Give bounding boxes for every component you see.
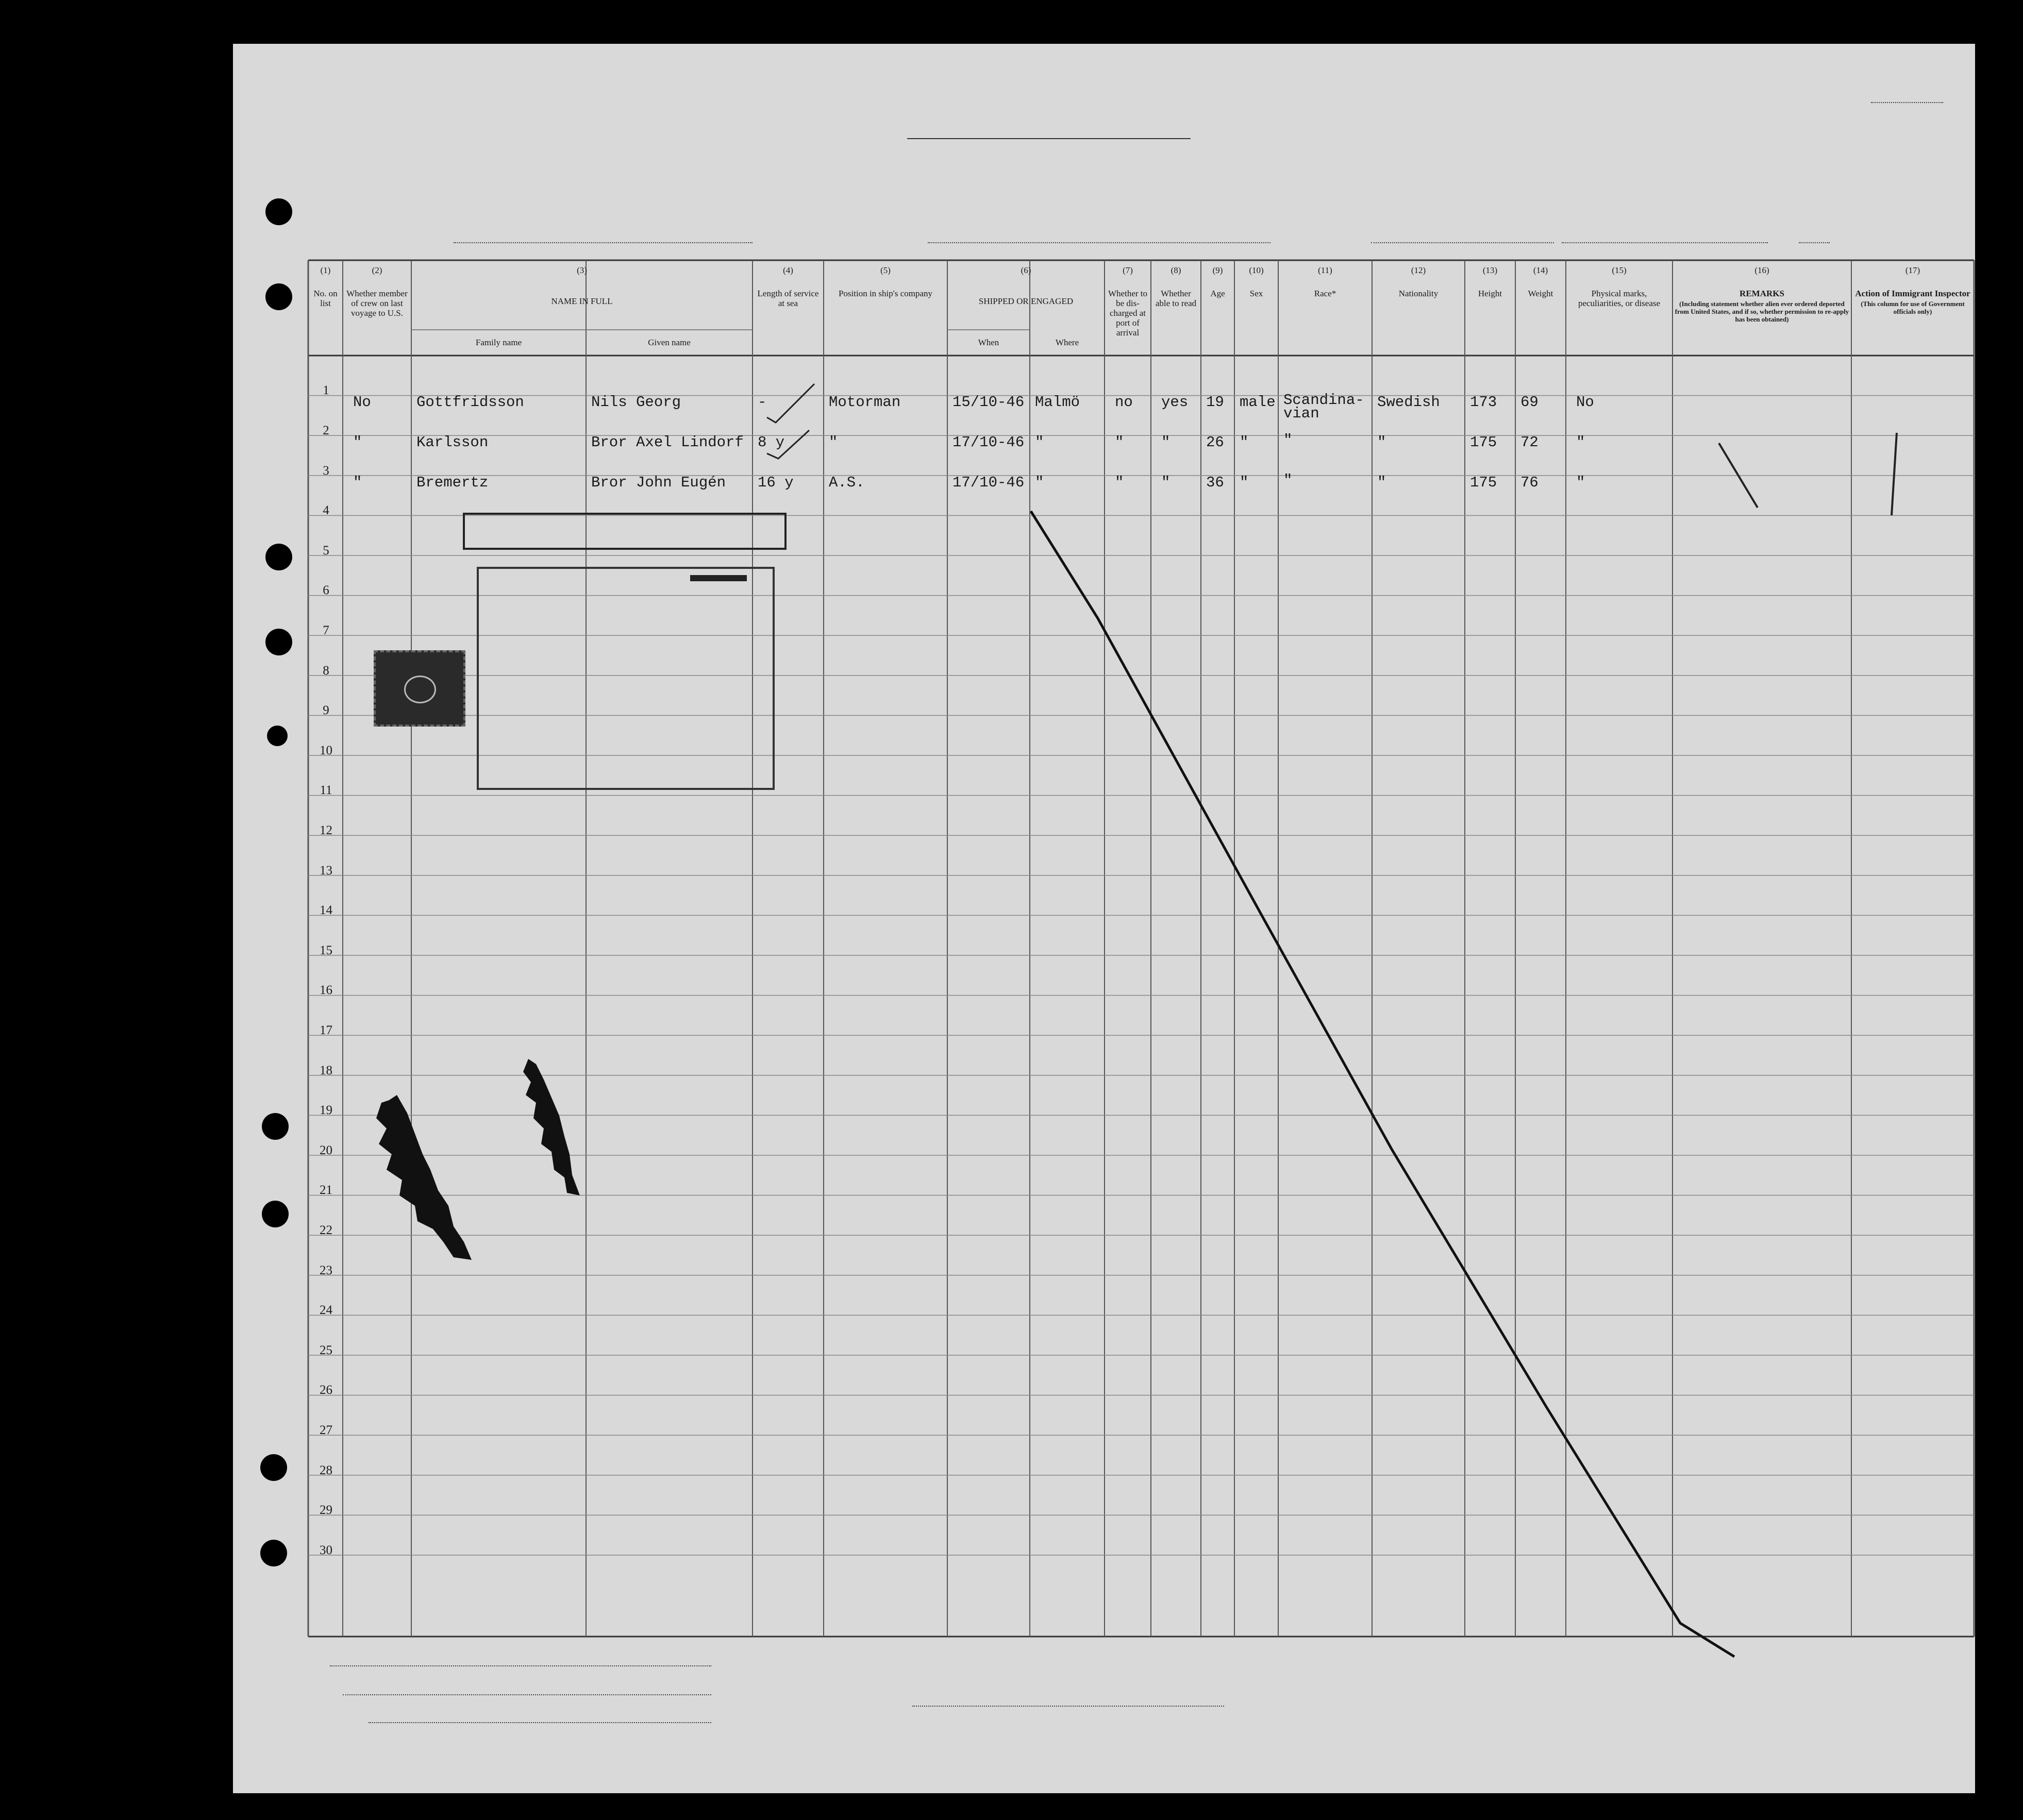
row-service: 16 y bbox=[758, 474, 794, 491]
row-height: 175 bbox=[1470, 474, 1497, 491]
column-header-label: Whether able to read bbox=[1155, 289, 1197, 308]
row-read: " bbox=[1161, 474, 1171, 491]
column-header-label: Age bbox=[1210, 289, 1225, 298]
column-header-detail: (This column for use of Government officials only) bbox=[1861, 300, 1965, 315]
column-header-label: Whether member of crew on last voyage to U.S. bbox=[346, 289, 408, 318]
row-sex: " bbox=[1240, 434, 1249, 451]
row-race: Scandina-vian bbox=[1283, 392, 1364, 423]
footer-line-underline bbox=[330, 1665, 711, 1666]
column-header-label: NAME IN FULL bbox=[551, 296, 613, 306]
column-header-label: Sex bbox=[1249, 289, 1263, 298]
row-weight: 76 bbox=[1520, 474, 1539, 491]
row-number: 16 bbox=[320, 983, 332, 998]
row-given: Nils Georg bbox=[591, 394, 681, 411]
row-number: 2 bbox=[323, 424, 329, 438]
column-number: (2) bbox=[372, 265, 382, 275]
row-height: 175 bbox=[1470, 434, 1497, 451]
row-family: Bremertz bbox=[416, 474, 489, 491]
footer-agents-underline bbox=[369, 1722, 711, 1723]
row-member: No bbox=[353, 394, 371, 411]
row-discharged: " bbox=[1115, 434, 1124, 451]
row-sex: " bbox=[1240, 474, 1249, 491]
row-race: " bbox=[1283, 471, 1293, 489]
row-number: 10 bbox=[320, 743, 332, 757]
row-family: Gottfridsson bbox=[416, 394, 524, 411]
column-number: (7) bbox=[1123, 265, 1133, 275]
column-number: (9) bbox=[1212, 265, 1223, 275]
row-number: 12 bbox=[320, 823, 332, 838]
row-discharged: no bbox=[1115, 394, 1133, 411]
row-position: " bbox=[829, 434, 838, 451]
column-header-label: Height bbox=[1478, 289, 1502, 298]
row-service: 8 y bbox=[758, 434, 785, 451]
row-number: 3 bbox=[323, 463, 329, 478]
row-where: " bbox=[1035, 474, 1044, 491]
column-number: (8) bbox=[1171, 265, 1181, 275]
row-where: Malmö bbox=[1035, 394, 1080, 411]
row-sex: male bbox=[1240, 394, 1276, 411]
column-header-label: Length of service at sea bbox=[757, 289, 819, 308]
row-number: 8 bbox=[323, 663, 329, 678]
row-number: 21 bbox=[320, 1183, 332, 1198]
row-number: 1 bbox=[323, 383, 329, 398]
row-read: " bbox=[1161, 434, 1171, 451]
row-number: 6 bbox=[323, 583, 329, 598]
column-header-label: REMARKS bbox=[1740, 289, 1784, 298]
row-given: Bror John Eugén bbox=[591, 474, 726, 491]
row-member: " bbox=[353, 474, 362, 491]
row-nationality: " bbox=[1377, 434, 1386, 451]
column-subheader: Where bbox=[1055, 338, 1079, 347]
row-number: 9 bbox=[323, 703, 329, 718]
column-subheader: When bbox=[978, 338, 999, 347]
row-read: yes bbox=[1161, 394, 1189, 411]
row-given: Bror Axel Lindorf bbox=[591, 434, 744, 451]
row-number: 28 bbox=[320, 1463, 332, 1477]
row-weight: 72 bbox=[1520, 434, 1539, 451]
row-number: 17 bbox=[320, 1023, 332, 1038]
column-number: (15) bbox=[1612, 265, 1627, 275]
column-header-label: Action of Immigrant Inspector bbox=[1855, 289, 1970, 298]
column-number: (5) bbox=[880, 265, 891, 275]
footer-owners-underline bbox=[343, 1694, 711, 1695]
column-number: (3) bbox=[577, 265, 587, 275]
column-header-label: SHIPPED OR ENGAGED bbox=[978, 296, 1074, 306]
column-header-label: Race* bbox=[1314, 289, 1336, 298]
row-when: 17/10-46 bbox=[952, 474, 1025, 491]
column-number: (4) bbox=[783, 265, 793, 275]
row-member: " bbox=[353, 434, 362, 451]
row-marks: " bbox=[1576, 474, 1585, 491]
column-number: (1) bbox=[320, 265, 331, 275]
row-service: - bbox=[758, 394, 767, 411]
column-header-label: Whether to be dis-charged at port of arrival bbox=[1108, 289, 1147, 338]
row-number: 19 bbox=[320, 1103, 332, 1118]
row-nationality: " bbox=[1377, 474, 1386, 491]
row-marks: No bbox=[1576, 394, 1594, 411]
row-number: 7 bbox=[323, 623, 329, 638]
row-height: 173 bbox=[1470, 394, 1497, 411]
row-when: 17/10-46 bbox=[952, 434, 1025, 451]
row-number: 25 bbox=[320, 1343, 332, 1357]
row-weight: 69 bbox=[1520, 394, 1539, 411]
row-number: 13 bbox=[320, 863, 332, 878]
row-number: 24 bbox=[320, 1303, 332, 1318]
column-number: (13) bbox=[1482, 265, 1498, 275]
column-header-label: Position in ship's company bbox=[838, 289, 933, 298]
row-family: Karlsson bbox=[416, 434, 489, 451]
row-number: 29 bbox=[320, 1503, 332, 1518]
row-number: 27 bbox=[320, 1423, 332, 1438]
column-number: (16) bbox=[1754, 265, 1769, 275]
row-position: Motorman bbox=[829, 394, 901, 411]
row-nationality: Swedish bbox=[1377, 394, 1440, 411]
row-where: " bbox=[1035, 434, 1044, 451]
inspector-signature-line bbox=[912, 1706, 1224, 1707]
column-number: (11) bbox=[1318, 265, 1332, 275]
column-header-label: Weight bbox=[1528, 289, 1553, 298]
column-subheader: Family name bbox=[475, 338, 522, 347]
row-number: 22 bbox=[320, 1223, 332, 1238]
row-number: 26 bbox=[320, 1383, 332, 1397]
row-age: 19 bbox=[1206, 394, 1224, 411]
row-number: 20 bbox=[320, 1143, 332, 1157]
row-number: 11 bbox=[320, 783, 332, 798]
column-header-detail: (Including statement whether alien ever ordered deported from United States, and if so, whether permission to re-apply has been obtained) bbox=[1675, 300, 1849, 323]
column-number: (6) bbox=[1021, 265, 1031, 275]
row-position: A.S. bbox=[829, 474, 865, 491]
row-number: 14 bbox=[320, 903, 332, 918]
row-when: 15/10-46 bbox=[952, 394, 1025, 411]
row-age: 26 bbox=[1206, 434, 1224, 451]
row-number: 15 bbox=[320, 943, 332, 957]
column-header-label: Physical marks, peculiarities, or disease bbox=[1578, 289, 1661, 308]
row-race: " bbox=[1283, 432, 1293, 449]
column-header-label: Nationality bbox=[1398, 289, 1439, 298]
row-number: 18 bbox=[320, 1063, 332, 1077]
column-number: (10) bbox=[1249, 265, 1264, 275]
column-subheader: Given name bbox=[648, 338, 691, 347]
column-number: (14) bbox=[1533, 265, 1548, 275]
row-number: 30 bbox=[320, 1543, 332, 1557]
row-number: 4 bbox=[323, 503, 329, 518]
row-discharged: " bbox=[1115, 474, 1124, 491]
row-age: 36 bbox=[1206, 474, 1224, 491]
column-number: (17) bbox=[1905, 265, 1920, 275]
row-number: 5 bbox=[323, 543, 329, 558]
row-marks: " bbox=[1576, 434, 1585, 451]
column-number: (12) bbox=[1411, 265, 1426, 275]
row-number: 23 bbox=[320, 1263, 332, 1277]
column-header-label: No. on list bbox=[313, 289, 338, 308]
